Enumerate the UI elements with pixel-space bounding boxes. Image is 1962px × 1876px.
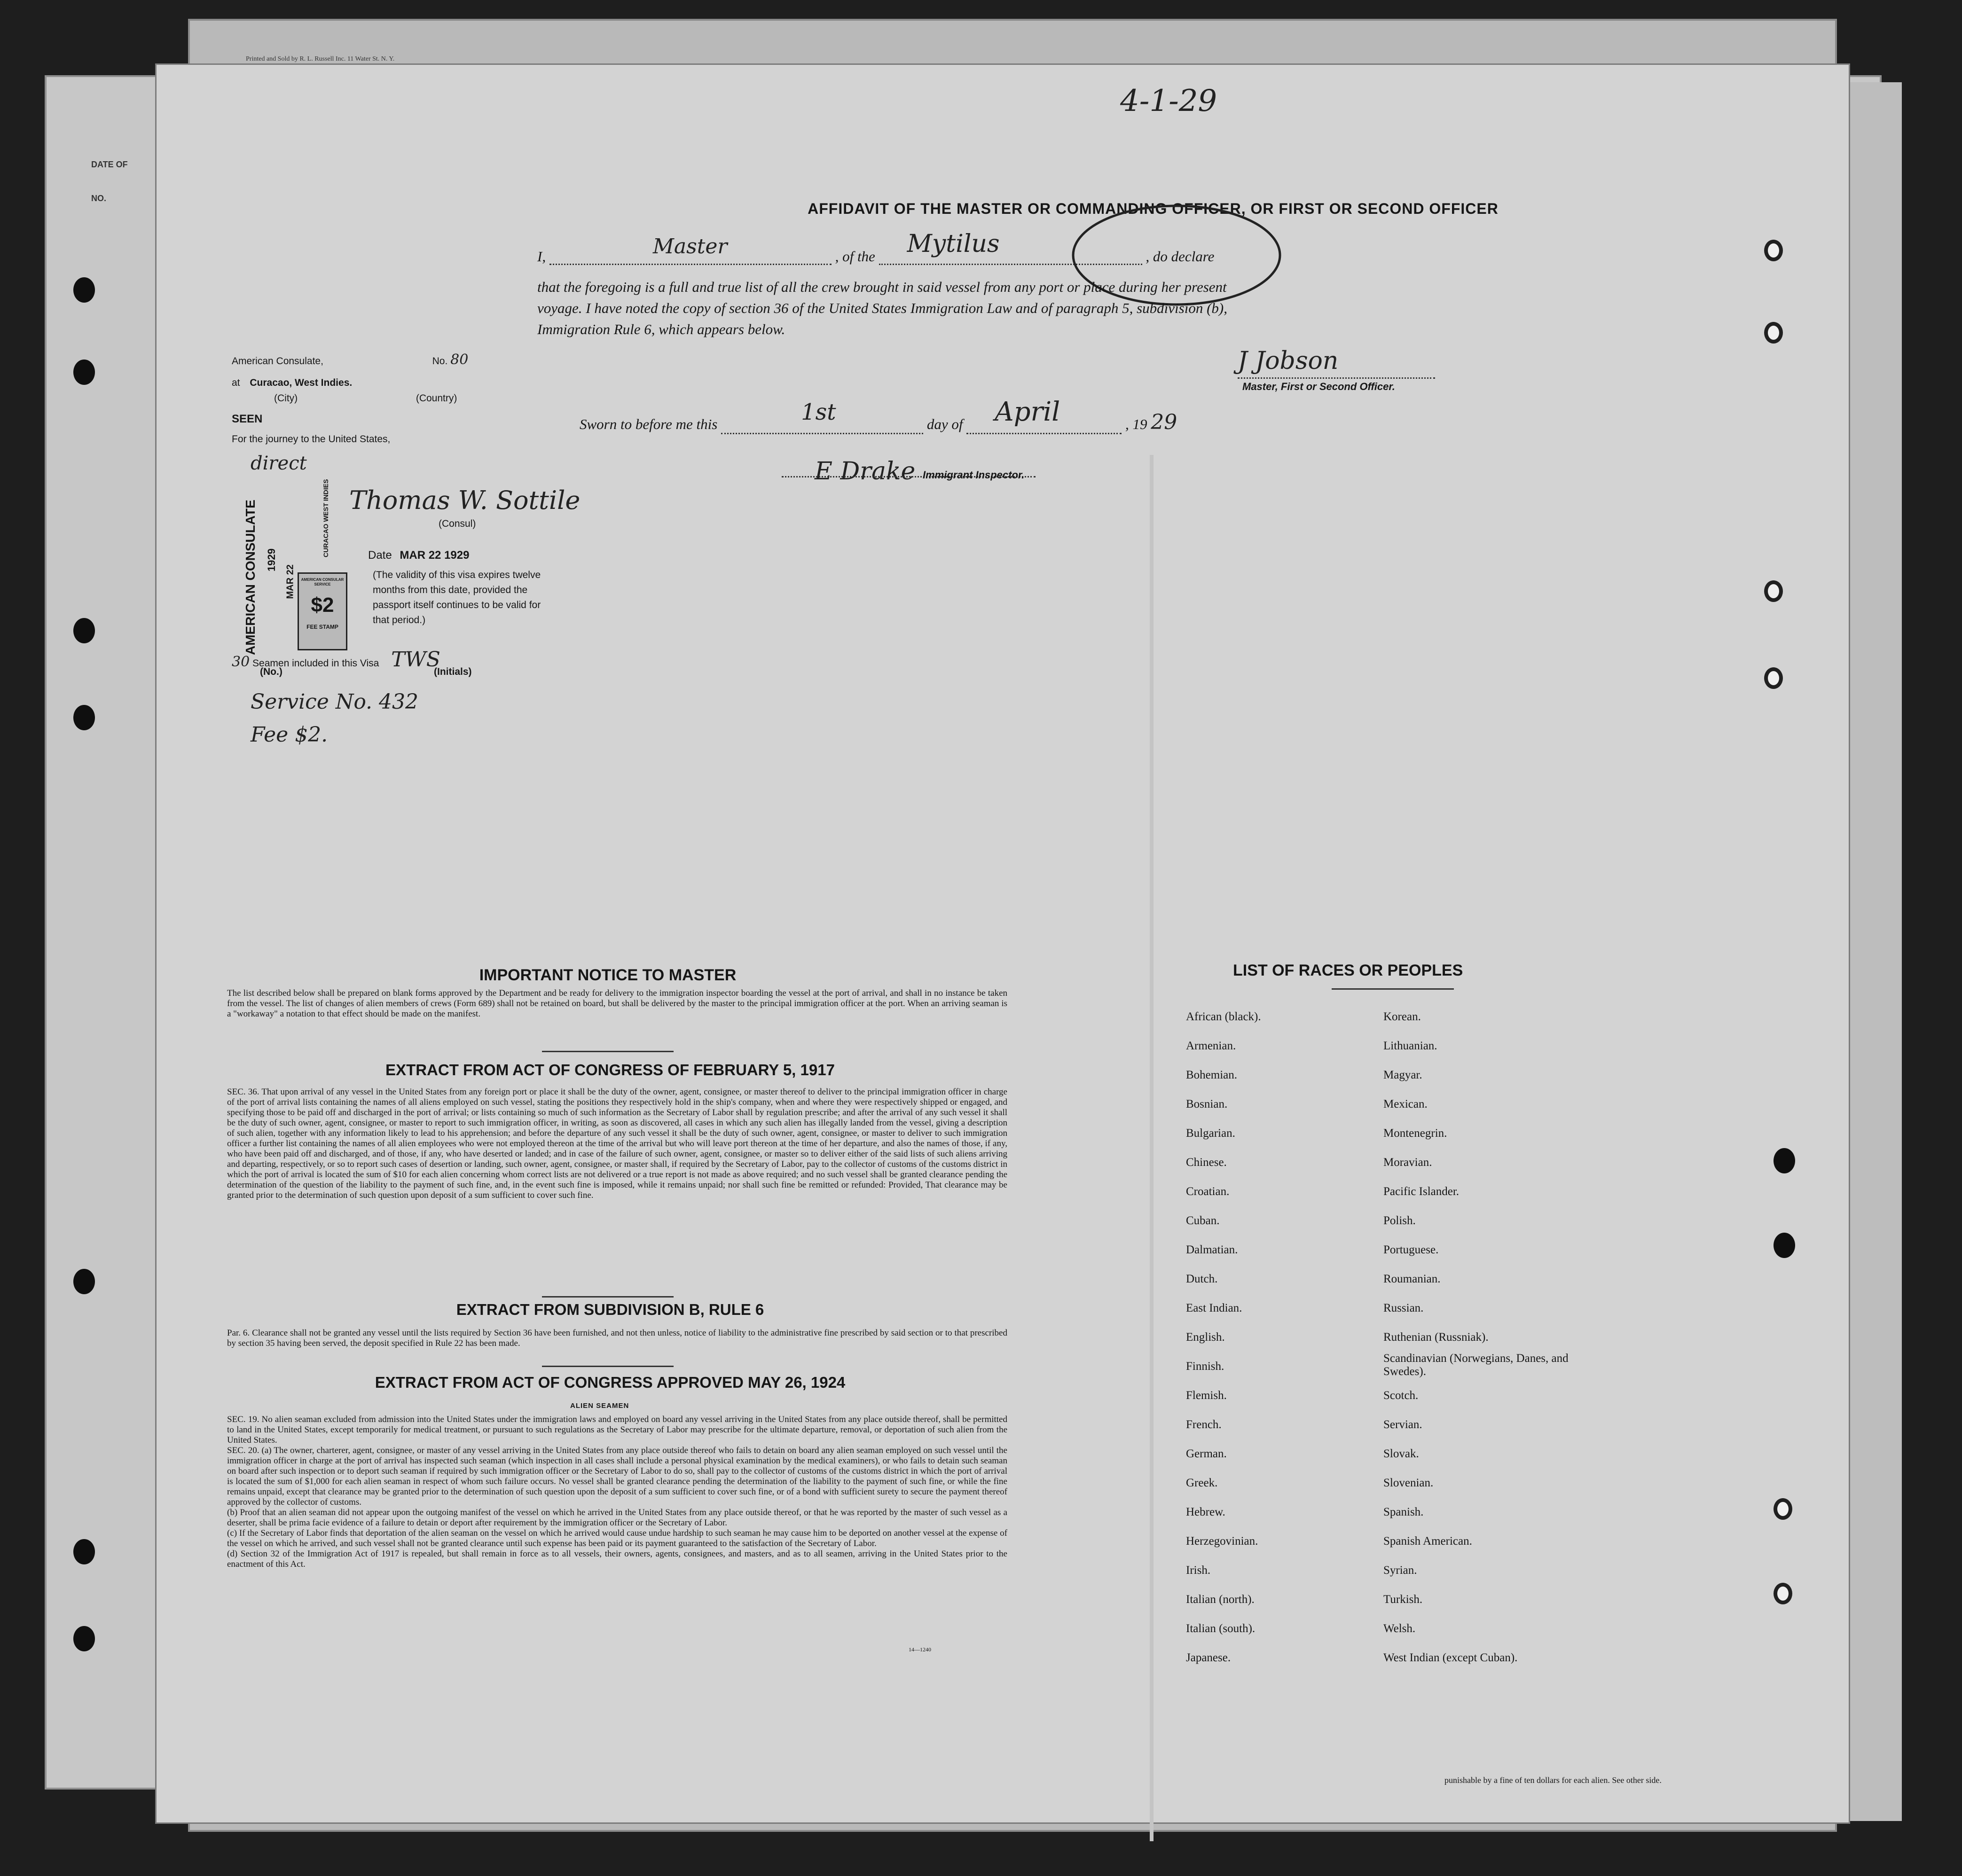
binding-hole	[73, 705, 95, 730]
affidavit-title: AFFIDAVIT OF THE MASTER OR COMMANDING OFFICER, OR FIRST OR SECOND OFFICER	[808, 200, 1499, 217]
race-item: Turkish.	[1383, 1593, 1423, 1606]
race-item: Russian.	[1383, 1302, 1424, 1314]
race-item: Herzegovinian.	[1186, 1535, 1258, 1548]
consul-signature: Thomas W. Sottile	[349, 485, 581, 515]
race-item: Mexican.	[1383, 1098, 1428, 1110]
race-item: Montenegrin.	[1383, 1127, 1447, 1140]
race-item: Cuban.	[1186, 1214, 1220, 1227]
races-column-1	[1186, 1002, 1374, 1673]
race-item: Spanish American.	[1383, 1535, 1472, 1548]
seal-text: AMERICAN CONSULATE	[243, 500, 258, 655]
extract1-title: EXTRACT FROM ACT OF CONGRESS OF FEBRUARY 5, 1917	[385, 1061, 835, 1079]
race-item: Servian.	[1383, 1418, 1422, 1431]
extract3-sec20a: SEC. 20. (a) The owner, charterer, agent, consignee, or master of any vessel arriving in the United States from any place outside thereof who fails to detain on board any alien seaman employed on such vessel until the immigration officer in charge at the port of arrival has inspected such seaman (which inspection in all cases shall include a personal physical examination by the medical examiners), or who fails to detain such seaman on board after such inspection or to deport such seaman if required by such immigration officer or the Secretary of Labor to do so, shall pay to the collector of customs of the customs district in which the port of arrival is located the sum of $1,000 for each alien seaman in respect of whom such failure occurs. No vessel shall be granted clearance pending the determination of the liability to the payment of such fine, or while the fine remains unpaid, except that clearance may be granted prior to the determination of such question upon the deposit of a sum sufficient to cover such fine, or of a bond with sufficient surety to secure the payment thereof approved by the collector of customs.	[227, 1446, 1007, 1507]
consulate-city: Curacao, West Indies.	[250, 377, 353, 388]
of-the-label: , of the	[835, 248, 875, 265]
master-signature: J Jobson	[1238, 347, 1339, 375]
consulate-label: American Consulate,	[232, 356, 323, 367]
binding-hole	[1764, 322, 1783, 344]
extract3-sec20d: (d) Section 32 of the Immigration Act of 1917 is repealed, but shall remain in force as to all vessels, their owners, agents, consignees, and masters, and as to all seamen, arriving in the United States prior to the enactment of this Act.	[227, 1549, 1007, 1569]
seen-label: SEEN	[232, 413, 263, 425]
sworn-day-field	[721, 399, 923, 434]
binding-hole	[1774, 1583, 1792, 1604]
consulate-at-label: at	[232, 377, 240, 388]
race-item: Spanish.	[1383, 1506, 1424, 1518]
extract3-title: EXTRACT FROM ACT OF CONGRESS APPROVED MAY 26, 1924	[375, 1374, 846, 1391]
affidavit-body-line: that the foregoing is a full and true list of all the crew brought in said vessel from any port or place during her present	[537, 279, 1227, 295]
signature-line	[1238, 377, 1435, 379]
notice-title: IMPORTANT NOTICE TO MASTER	[479, 966, 737, 984]
journey-text: For the journey to the United States,	[232, 434, 391, 445]
race-item: Bulgarian.	[1186, 1127, 1235, 1140]
country-caption: (Country)	[416, 393, 457, 404]
race-item: Portuguese.	[1383, 1243, 1439, 1256]
race-item: West Indian (except Cuban).	[1383, 1651, 1518, 1664]
binding-hole	[73, 1626, 95, 1651]
seamen-text: Seamen included in this Visa	[252, 658, 379, 669]
officer-field	[549, 234, 832, 265]
affidavit-body-line: voyage. I have noted the copy of section 36 of the United States Immigration Law and of paragraph 5, subdivision (b),	[537, 300, 1227, 316]
extract2-title: EXTRACT FROM SUBDIVISION B, RULE 6	[456, 1301, 764, 1318]
race-item: Irish.	[1186, 1564, 1211, 1577]
service-no-handwritten: Service No. 432	[251, 690, 418, 714]
sworn-day-handwritten: 1st	[801, 399, 836, 425]
race-item: French.	[1186, 1418, 1222, 1431]
race-item: Finnish.	[1186, 1360, 1224, 1373]
extract3-sec20b: (b) Proof that an alien seaman did not appear upon the outgoing manifest of the vessel on which he arrived in the United States from any place outside thereof, or that he was reported by the master of such vessel as a deserter, shall be prima facie evidence of a failure to detain or deport after requirement by the immigration officer or the Secretary of Labor.	[227, 1508, 1007, 1528]
seal-year: 1929	[266, 548, 277, 571]
no-caption: (No.)	[260, 666, 283, 677]
race-item: African (black).	[1186, 1010, 1261, 1023]
race-item: Japanese.	[1186, 1651, 1231, 1664]
city-caption: (City)	[274, 393, 298, 404]
binding-hole	[1774, 1233, 1795, 1258]
binding-hole	[1774, 1148, 1795, 1173]
race-item: Slovak.	[1383, 1447, 1419, 1460]
inspector-caption: Immigrant Inspector.	[923, 469, 1025, 481]
affidavit-page	[155, 55, 1850, 1824]
stamp-value: $2	[311, 594, 334, 617]
sworn-label: Sworn to before me this	[580, 416, 718, 432]
binding-hole	[73, 277, 95, 303]
race-item: Flemish.	[1186, 1389, 1227, 1402]
stub-no-label: NO.	[91, 194, 107, 203]
seal-date: MAR 22	[285, 564, 296, 599]
binding-hole	[1764, 667, 1783, 689]
direct-handwritten: direct	[251, 453, 307, 474]
do-declare-label: , do declare	[1146, 248, 1215, 265]
race-item: Croatian.	[1186, 1185, 1230, 1198]
visa-date: MAR 22 1929	[400, 549, 470, 562]
rule	[542, 1366, 674, 1367]
race-item: Armenian.	[1186, 1040, 1236, 1052]
race-item: German.	[1186, 1447, 1227, 1460]
officer-handwritten: Master	[652, 234, 728, 258]
page-fold	[1150, 455, 1154, 1841]
consul-caption: (Consul)	[439, 518, 476, 529]
sworn-month-handwritten: April	[995, 397, 1060, 427]
sworn-month-field	[966, 397, 1122, 434]
binding-hole	[1764, 580, 1783, 602]
race-item: Moravian.	[1383, 1156, 1432, 1169]
race-item: English.	[1186, 1331, 1225, 1344]
race-item: Polish.	[1383, 1214, 1416, 1227]
inspector-signature: E Drake	[815, 457, 916, 485]
extract3-subtitle: ALIEN SEAMEN	[570, 1402, 629, 1410]
seamen-count: 30	[232, 654, 250, 670]
race-item: Magyar.	[1383, 1069, 1422, 1081]
extract3-sec19: SEC. 19. No alien seaman excluded from admission into the United States under the immigration laws and employed on board any vessel arriving in the United States from any place outside thereof, shall be permitted to land in the United States, except temporarily for medical treatment, or pursuant to such regulations as the Secretary of Labor may prescribe for the ultimate departure, removal, or deportation of such alien from the United States.	[227, 1415, 1007, 1445]
race-item: East Indian.	[1186, 1302, 1242, 1314]
race-item: Greek.	[1186, 1477, 1218, 1489]
printer-line: Printed and Sold by R. L. Russell Inc. 11 Water St. N. Y.	[246, 55, 395, 63]
rule	[542, 1051, 674, 1052]
binding-hole	[73, 1539, 95, 1564]
race-item: Ruthenian (Russniak).	[1383, 1331, 1489, 1344]
rule	[1332, 988, 1454, 990]
race-item: Italian (north).	[1186, 1593, 1255, 1606]
race-item: Syrian.	[1383, 1564, 1417, 1577]
affidavit-body	[537, 276, 1759, 340]
stamp-top-text: AMERICAN CONSULAR SERVICE	[301, 578, 344, 586]
initials-handwritten: TWS	[391, 648, 440, 672]
date-label: Date	[368, 549, 392, 562]
bottom-note: punishable by a fine of ten dollars for each alien. See other side.	[1444, 1775, 1662, 1785]
fee-stamp	[298, 572, 347, 650]
race-item: Korean.	[1383, 1010, 1421, 1023]
form-number: 14—1240	[909, 1646, 931, 1653]
race-item: Dutch.	[1186, 1273, 1218, 1285]
race-item: Bosnian.	[1186, 1098, 1228, 1110]
seal-place: CURACAO WEST INDIES	[322, 479, 330, 557]
race-item: Scotch.	[1383, 1389, 1419, 1402]
vessel-name-handwritten: Mytilus	[907, 230, 1000, 258]
race-item: Lithuanian.	[1383, 1040, 1437, 1052]
race-item: Hebrew.	[1186, 1506, 1225, 1518]
affidavit-body-line: Immigration Rule 6, which appears below.	[537, 321, 785, 337]
signature-caption: Master, First or Second Officer.	[1242, 381, 1395, 392]
race-item: Pacific Islander.	[1383, 1185, 1460, 1198]
binding-hole	[1764, 240, 1783, 261]
race-item: Scandinavian (Norwegians, Danes, and Swedes).	[1383, 1352, 1569, 1378]
extract1-text: SEC. 36. That upon arrival of any vessel in the United States from any foreign port or place it shall be the duty of the owner, agent, consignee, or master thereof to deliver to the principal immigration officer in charge of the port of arrival lists containing the names of all aliens employed on such vessel, stating the positions they respectively hold in the ship's company, when and where they were respectively shipped or engaged, and specifying those to be paid off and discharged in the port of arrival; or lists containing so much of such information as the Secretary of Labor shall by regulation prescribe; and after the arrival of any such vessel it shall be the duty of such owner, agent, consignee, or master to report to such immigration officer, in writing, as soon as discovered, all cases in which any such alien has illegally landed from the vessel, giving a description of such alien, together with any information likely to lead to his apprehension; and before the departure of any such vessel it shall be the duty of such owner, agent, consignee, or master to deliver to such immigration officer a further list containing the names of all alien employees who were not employed thereon at the time of the arrival but who will leave port thereon at the time of her departure, and also the names of those, if any, who have been paid off and discharged, and of those, if any, who have deserted or landed; and in case of the failure of such owner, agent, consignee, or master so to deliver either of the said lists of such aliens arriving and departing, respectively, or so to report such cases of desertion or landing, such owner, agent, consignee, or master shall, if required by the Secretary of Labor, pay to the collector of customs of the customs district in which the port of arrival is located the sum of $10 for each alien concerning whom correct lists are not delivered or a true report is not made as above required; and no such vessel shall be granted clearance pending the determination of the question of the liability to the payment of such fine, and, in the event such fine is imposed, while it remains unpaid; nor shall such fine be remitted or refunded: Provided, That clearance may be granted prior to the determination of such question upon deposit of a sum sufficient to cover such fine.	[227, 1087, 1007, 1200]
race-item: Chinese.	[1186, 1156, 1227, 1169]
day-of-label: day of	[926, 416, 963, 432]
extract3-body	[227, 1415, 1007, 1570]
binding-hole	[73, 1269, 95, 1294]
binding-hole	[1774, 1498, 1792, 1520]
year-prefix: , 19	[1125, 416, 1147, 432]
notice-text: The list described below shall be prepared on blank forms approved by the Department and be ready for delivery to the immigration inspector boarding the vessel at the port of arrival, and shall in no instance be taken from the vessel. The list of changes of alien members of crews (Form 689) shall not be retained on board, but shall be delivered by the master to the principal immigration officer at the port. When an arriving seaman is a "workaway" a notation to that effect should be made on the manifest.	[227, 988, 1007, 1019]
race-item: Bohemian.	[1186, 1069, 1238, 1081]
race-item: Italian (south).	[1186, 1622, 1256, 1635]
extract3-sec20c: (c) If the Secretary of Labor finds that deportation of the alien seaman on the vessel on which he arrived would cause undue hardship to such seaman he may cause him to be deported on another vessel at the expense of the vessel on which he arrived, and such vessel shall not be granted clearance until such expense has been paid or its payment guaranteed to the satisfaction of the Secretary of Labor.	[227, 1528, 1007, 1548]
extract2-text: Par. 6. Clearance shall not be granted any vessel until the lists required by Section 36 have been furnished, and not then unless, notice of liability to the administrative fine prescribed by said section or to that prescribed by section 35 having been served, the deposit specified in Rule 22 has been made.	[227, 1328, 1007, 1348]
rule	[542, 1296, 674, 1298]
fee-handwritten: Fee $2.	[251, 723, 328, 747]
stamp-caption: FEE STAMP	[306, 624, 338, 630]
stub-date-label: DATE OF	[91, 160, 128, 169]
validity-text: (The validity of this visa expires twelve months from this date, provided the passport itself continues to be valid for that period.)	[373, 570, 541, 625]
races-title: LIST OF RACES OR PEOPLES	[1233, 961, 1463, 979]
i-label: I,	[537, 248, 546, 265]
races-column-2	[1383, 1002, 1595, 1673]
binding-hole	[73, 618, 95, 643]
race-item: Roumanian.	[1383, 1273, 1441, 1285]
binding-hole	[73, 360, 95, 385]
left-stub	[91, 148, 128, 215]
race-item: Welsh.	[1383, 1622, 1416, 1635]
consulate-no-label: No.	[432, 356, 448, 367]
handwritten-date: 4-1-29	[1120, 84, 1217, 118]
initials-caption: (Initials)	[434, 666, 472, 677]
race-item: Dalmatian.	[1186, 1243, 1238, 1256]
race-item: Slovenian.	[1383, 1477, 1434, 1489]
sworn-year-handwritten: 29	[1151, 410, 1177, 434]
consulate-no-value: 80	[450, 352, 469, 368]
